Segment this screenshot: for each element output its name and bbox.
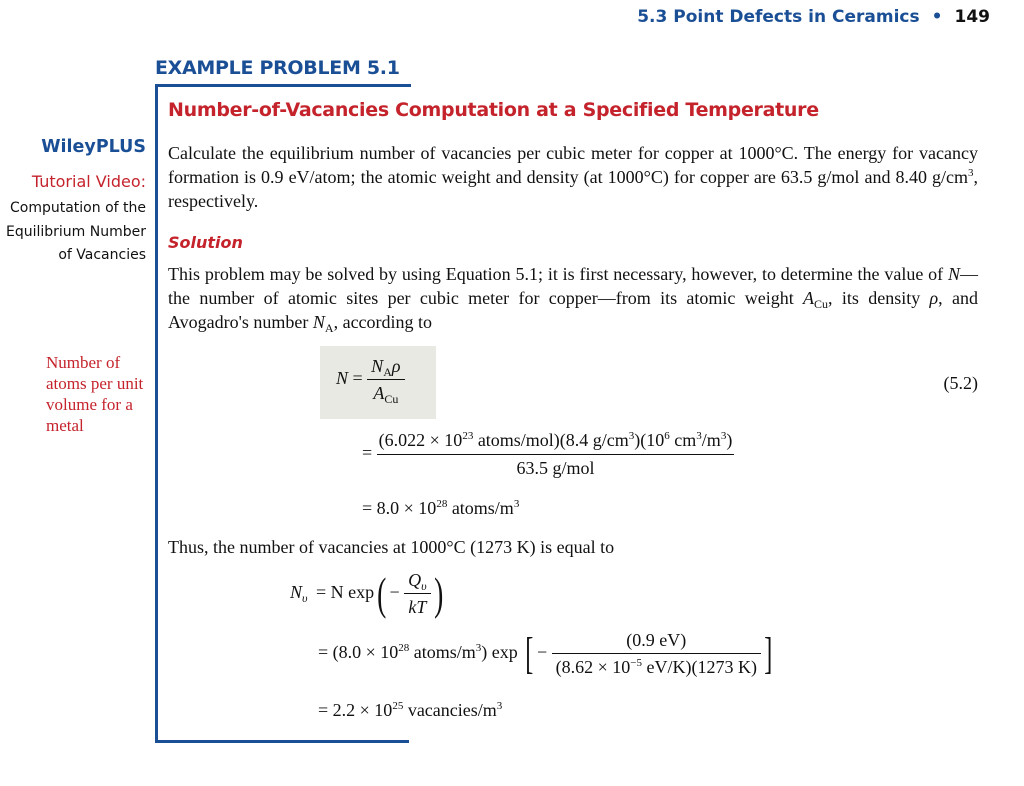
vacancy-equation-substitution: = ($8.0 \times 10^{28}$ atoms/$m^3$) exp [ − $\frac{(0.9 eV)}{(8.62 \times 10^{-5} eV/K)(1273 K)}$ ] bbox=[318, 629, 773, 678]
tutorial-video-title[interactable]: Computation of the Equilibrium Number of Vacancies bbox=[6, 200, 147, 263]
equation-5-2-fraction: $\frac{N_A\rho}{A_{Cu}}$ bbox=[367, 356, 404, 404]
section-title: 5.3 Point Defects in Ceramics bbox=[637, 7, 920, 27]
equation-5-2-substitution: = $\frac{(6.022 \times 10^{23} atoms/mol)(8.4 g/cm^3)(10^6 cm^3/m^3)}{\text{63.5 g/mol}}$ bbox=[362, 430, 733, 478]
problem-title: Number-of-Vacancies Computation at a Specified Temperature bbox=[168, 99, 819, 121]
example-top-rule bbox=[155, 84, 411, 87]
thus-sentence: Thus, the number of vacancies at 1000°C (1273 K) is equal to bbox=[168, 537, 615, 557]
equation-5-2: N = $\frac{N_A\rho}{A_{Cu}}$ bbox=[336, 356, 405, 404]
problem-statement: Calculate the equilibrium number of vacancies per cubic meter for copper at 1000°C. The energy for vacancy formation is 0.9 eV/atom; the atomic weight and density (at 1000°C) for copper are 63.5 g/mol and 8.40 $g/cm^3$, respectively. bbox=[168, 143, 978, 211]
tutorial-video-label[interactable]: Tutorial Video: bbox=[31, 172, 146, 191]
running-header bbox=[637, 7, 990, 27]
solution-intro: This problem may be solved by using Equation 5.1; it is first necessary, however, to determine the value of N—the number of atomic sites per cubic meter for copper—from its atomic weight $A_{Cu}$, its density ρ, and Avogadro's number $N_A$, according to bbox=[168, 264, 978, 335]
vacancy-equation: $N_\upsilon = N$ exp( − $\frac{Q_\upsilon}{kT}$ ) bbox=[290, 568, 443, 619]
solution-heading: Solution bbox=[168, 233, 243, 252]
header-bullet: • bbox=[931, 7, 943, 27]
wileyplus-logo[interactable]: WileyPLUS bbox=[41, 137, 146, 157]
equation-5-2-result: = $8.0 \times 10^{28}$ atoms/$m^3$ bbox=[362, 498, 520, 518]
page-number: 149 bbox=[954, 7, 990, 27]
equation-number: (5.2) bbox=[943, 373, 978, 393]
equation-margin-note: Number of atoms per unit volume for a metal bbox=[46, 353, 144, 435]
vacancy-equation-result: = $2.2 \times 10^{25}$ vacancies/$m^3$ bbox=[318, 700, 503, 720]
example-bottom-rule bbox=[155, 740, 409, 743]
example-problem-label: EXAMPLE PROBLEM 5.1 bbox=[155, 57, 400, 79]
